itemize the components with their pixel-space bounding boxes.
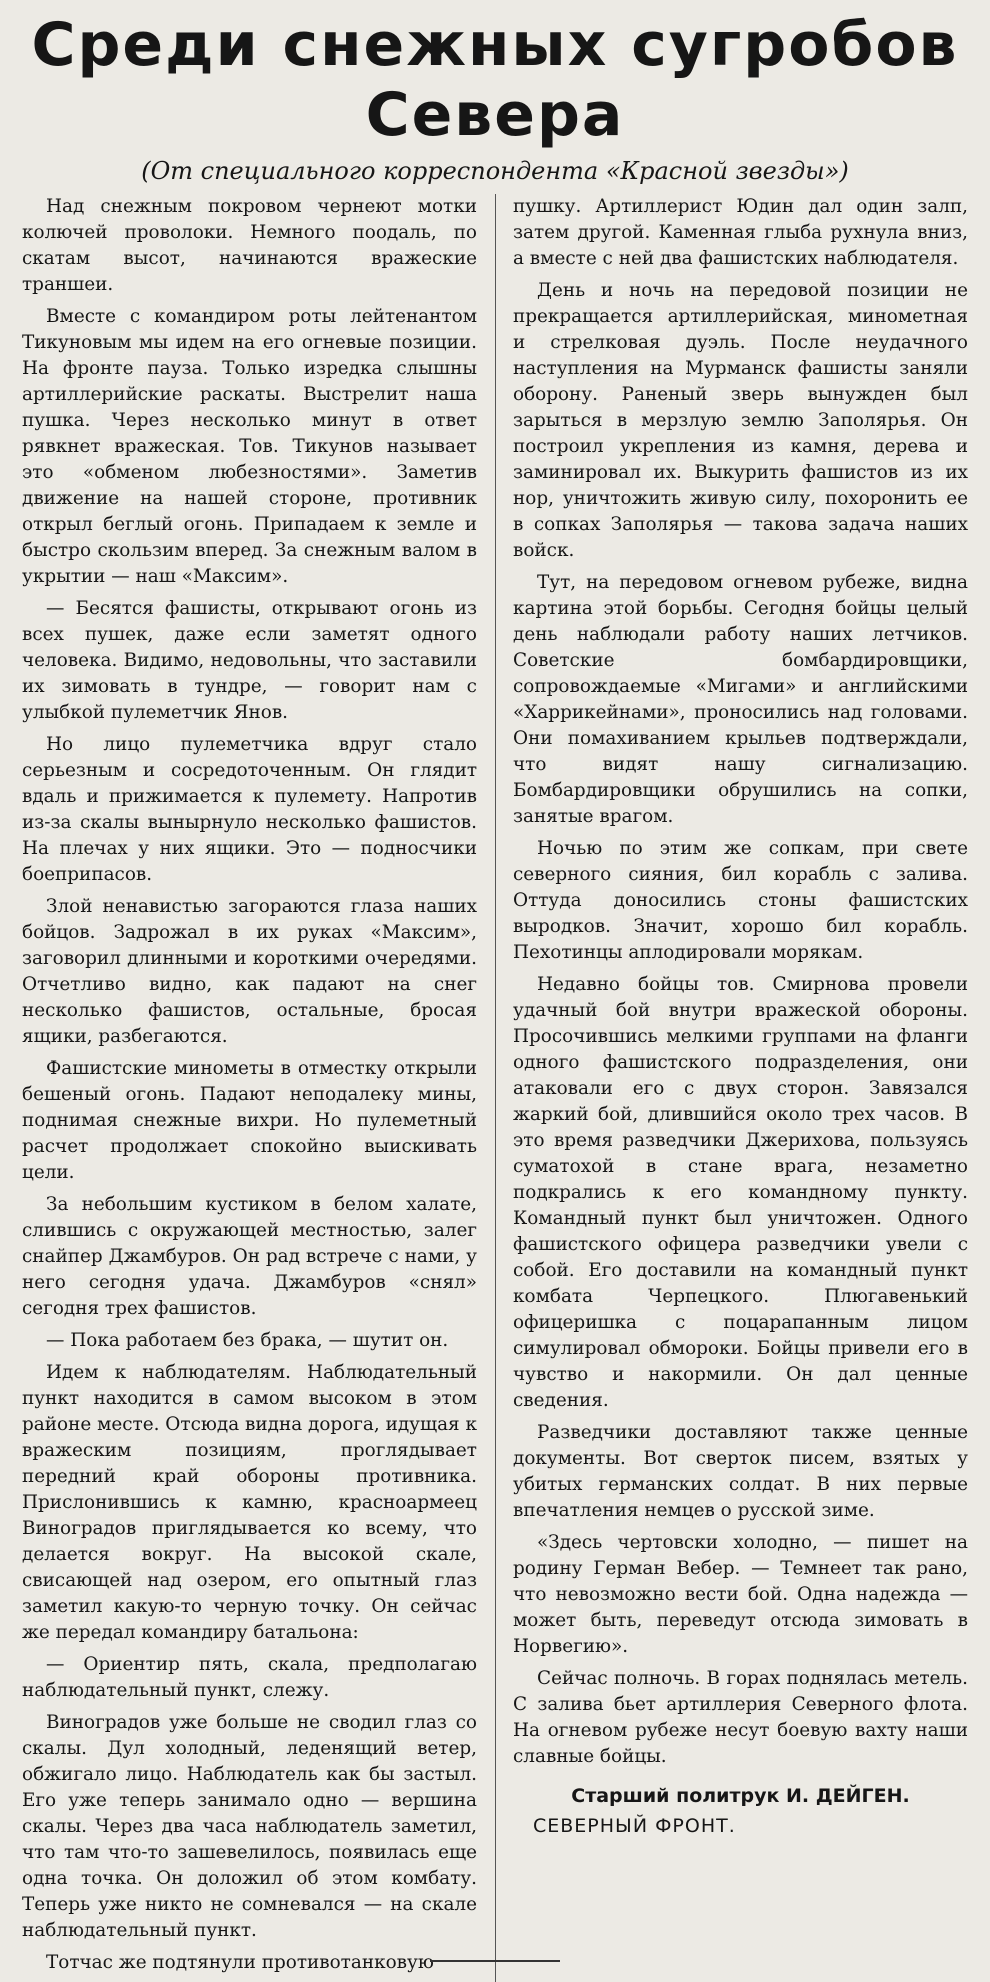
paragraph: Но лицо пулеметчика вдруг стало серьезным и сосредоточенным. Он глядит вдаль и прижимается к пулемету. Напротив из-за скалы вынырнуло несколько фашистов. На плечах у них ящики. Это — подносчики боеприпасов.	[22, 734, 477, 885]
author-signature: Старший политрук И. ДЕЙГЕН.	[571, 1785, 910, 1807]
paragraph: За небольшим кустиком в белом халате, слившись с окружающей местностью, залег снайпер Джамбуров. Он рад встрече с нами, у него сегодня удача. Джамбуров «снял» сегодня трех фашистов.	[22, 1194, 477, 1319]
paragraph: Тут, на передовом огневом рубеже, видна картина этой борьбы. Сегодня бойцы целый день наблюдали работу наших летчиков. Советские бомбардировщики, сопровождаемые «Мигами» и английскими «Харрикейнами», проносились над головами. Они помахиванием крыльев подтверждали, что видят нашу сигнализацию. Бомбардировщики обрушились на сопки, занятые врагом.	[513, 572, 968, 827]
paragraph: Разведчики доставляют также ценные документы. Вот сверток писем, взятых у убитых германских солдат. В них первые впечатления немцев о русской зиме.	[513, 1422, 968, 1521]
paragraph: «Здесь чертовски холодно, — пишет на родину Герман Вебер. — Темнеет так рано, что невозможно вести бой. Одна надежда — может быть, переведут отсюда зимовать в Норвегию».	[513, 1532, 968, 1657]
paragraph: Над снежным покровом чернеют мотки колючей проволоки. Немного поодаль, по скатам высот, начинаются вражеские траншеи.	[22, 196, 477, 295]
left-column	[22, 194, 477, 1982]
front-dateline: СЕВЕРНЫЙ ФРОНТ.	[533, 1815, 736, 1837]
byline: (От специального корреспондента «Красной звезды»)	[141, 157, 849, 185]
paragraph: Фашистские минометы в отместку открыли бешеный огонь. Падают неподалеку мины, поднимая снежные вихри. Но пулеметный расчет продолжает спокойно выискивать цели.	[22, 1058, 477, 1183]
paragraph: пушку. Артиллерист Юдин дал один залп, затем другой. Каменная глыба рухнула вниз, а вместе с ней два фашистских наблюдателя.	[513, 196, 968, 269]
paragraph: Недавно бойцы тов. Смирнова провели удачный бой внутри вражеской обороны. Просочившись мелкими группами на фланги одного фашистского подразделения, они атаковали его с двух сторон. Завязался жаркий бой, длившийся около трех часов. В это время разведчики Джерихова, пользуясь суматохой в стане врага, незаметно подкрались к его командному пункту. Командный пункт был уничтожен. Одного фашистского офицера разведчики увели с собой. Его доставили на командный пункт комбата Черпецкого. Плюгавенький офицеришка с поцарапанным лицом симулировал обмороки. Бойцы привели его в чувство и накормили. Он дал ценные сведения.	[513, 974, 968, 1411]
headline-line-1: Среди снежных сугробов	[31, 10, 959, 80]
paragraph: Сейчас полночь. В горах поднялась метель. С залива бьет артиллерия Северного флота. На огневом рубеже несут боевую вахту наши славные бойцы.	[513, 1668, 968, 1767]
headline-line-2: Севера	[365, 80, 625, 150]
paragraph: Злой ненавистью загораются глаза наших бойцов. Задрожал в их руках «Максим», заговорил длинными и короткими очередями. Отчетливо видно, как падают на снег несколько фашистов, остальные, бросая ящики, разбегаются.	[22, 896, 477, 1047]
right-column	[513, 194, 968, 1982]
paragraph: Виноградов уже больше не сводил глаз со скалы. Дул холодный, леденящий ветер, обжигало лицо. Наблюдатель как бы застыл. Его уже теперь занимало одно — вершина скалы. Через два часа наблюдатель заметил, что там что-то зашевелилось, появилась еще одна точка. Он доложил об этом комбату. Теперь уже никто не сомневался — на скале наблюдательный пункт.	[22, 1712, 477, 1941]
headline	[22, 0, 968, 150]
paragraph: Идем к наблюдателям. Наблюдательный пункт находится в самом высоком в этом районе месте. Отсюда видна дорога, идущая к вражеским позициям, проглядывает передний край обороны противника. Прислонившись к камню, красноармеец Виноградов приглядывается ко всему, что делается вокруг. На высокой скале, свисающей над озером, его опытный глаз заметил какую-то черную точку. Он сейчас же передал командиру батальона:	[22, 1362, 477, 1643]
bottom-rule	[430, 1960, 560, 1962]
paragraph: — Пока работаем без брака, — шутит он.	[46, 1330, 449, 1351]
paragraph: Тотчас же подтянули противотанковую	[46, 1952, 434, 1973]
paragraph: День и ночь на передовой позиции не прекращается артиллерийская, минометная и стрелковая дуэль. После неудачного наступления на Мурманск фашисты заняли оборону. Раненый зверь вынужден был зарыться в мерзлую землю Заполярья. Он построил укрепления из камня, дерева и заминировал их. Выкурить фашистов из их нор, уничтожить живую силу, похоронить ее в сопках Заполярья — такова задача наших войск.	[513, 280, 968, 561]
paragraph: Вместе с командиром роты лейтенантом Тикуновым мы идем на его огневые позиции. На фронте пауза. Только изредка слышны артиллерийские раскаты. Выстрелит наша пушка. Через несколько минут в ответ рявкнет вражеская. Тов. Тикунов называет это «обменом любезностями». Заметив движение на нашей стороне, противник открыл беглый огонь. Припадаем к земле и быстро скользим вперед. За снежным валом в укрытии — наш «Максим».	[22, 306, 477, 587]
paragraph: — Ориентир пять, скала, предполагаю наблюдательный пункт, слежу.	[22, 1654, 477, 1701]
article-columns	[22, 194, 968, 1982]
paragraph: Ночью по этим же сопкам, при свете северного сияния, бил корабль с залива. Оттуда доносились стоны фашистских выродков. Значит, хорошо бил корабль. Пехотинцы аплодировали морякам.	[513, 838, 968, 963]
paragraph: — Бесятся фашисты, открывают огонь из всех пушек, даже если заметят одного человека. Видимо, недовольны, что заставили их зимовать в тундре, — говорит нам с улыбкой пулеметчик Янов.	[22, 598, 477, 723]
column-divider	[495, 194, 496, 1982]
